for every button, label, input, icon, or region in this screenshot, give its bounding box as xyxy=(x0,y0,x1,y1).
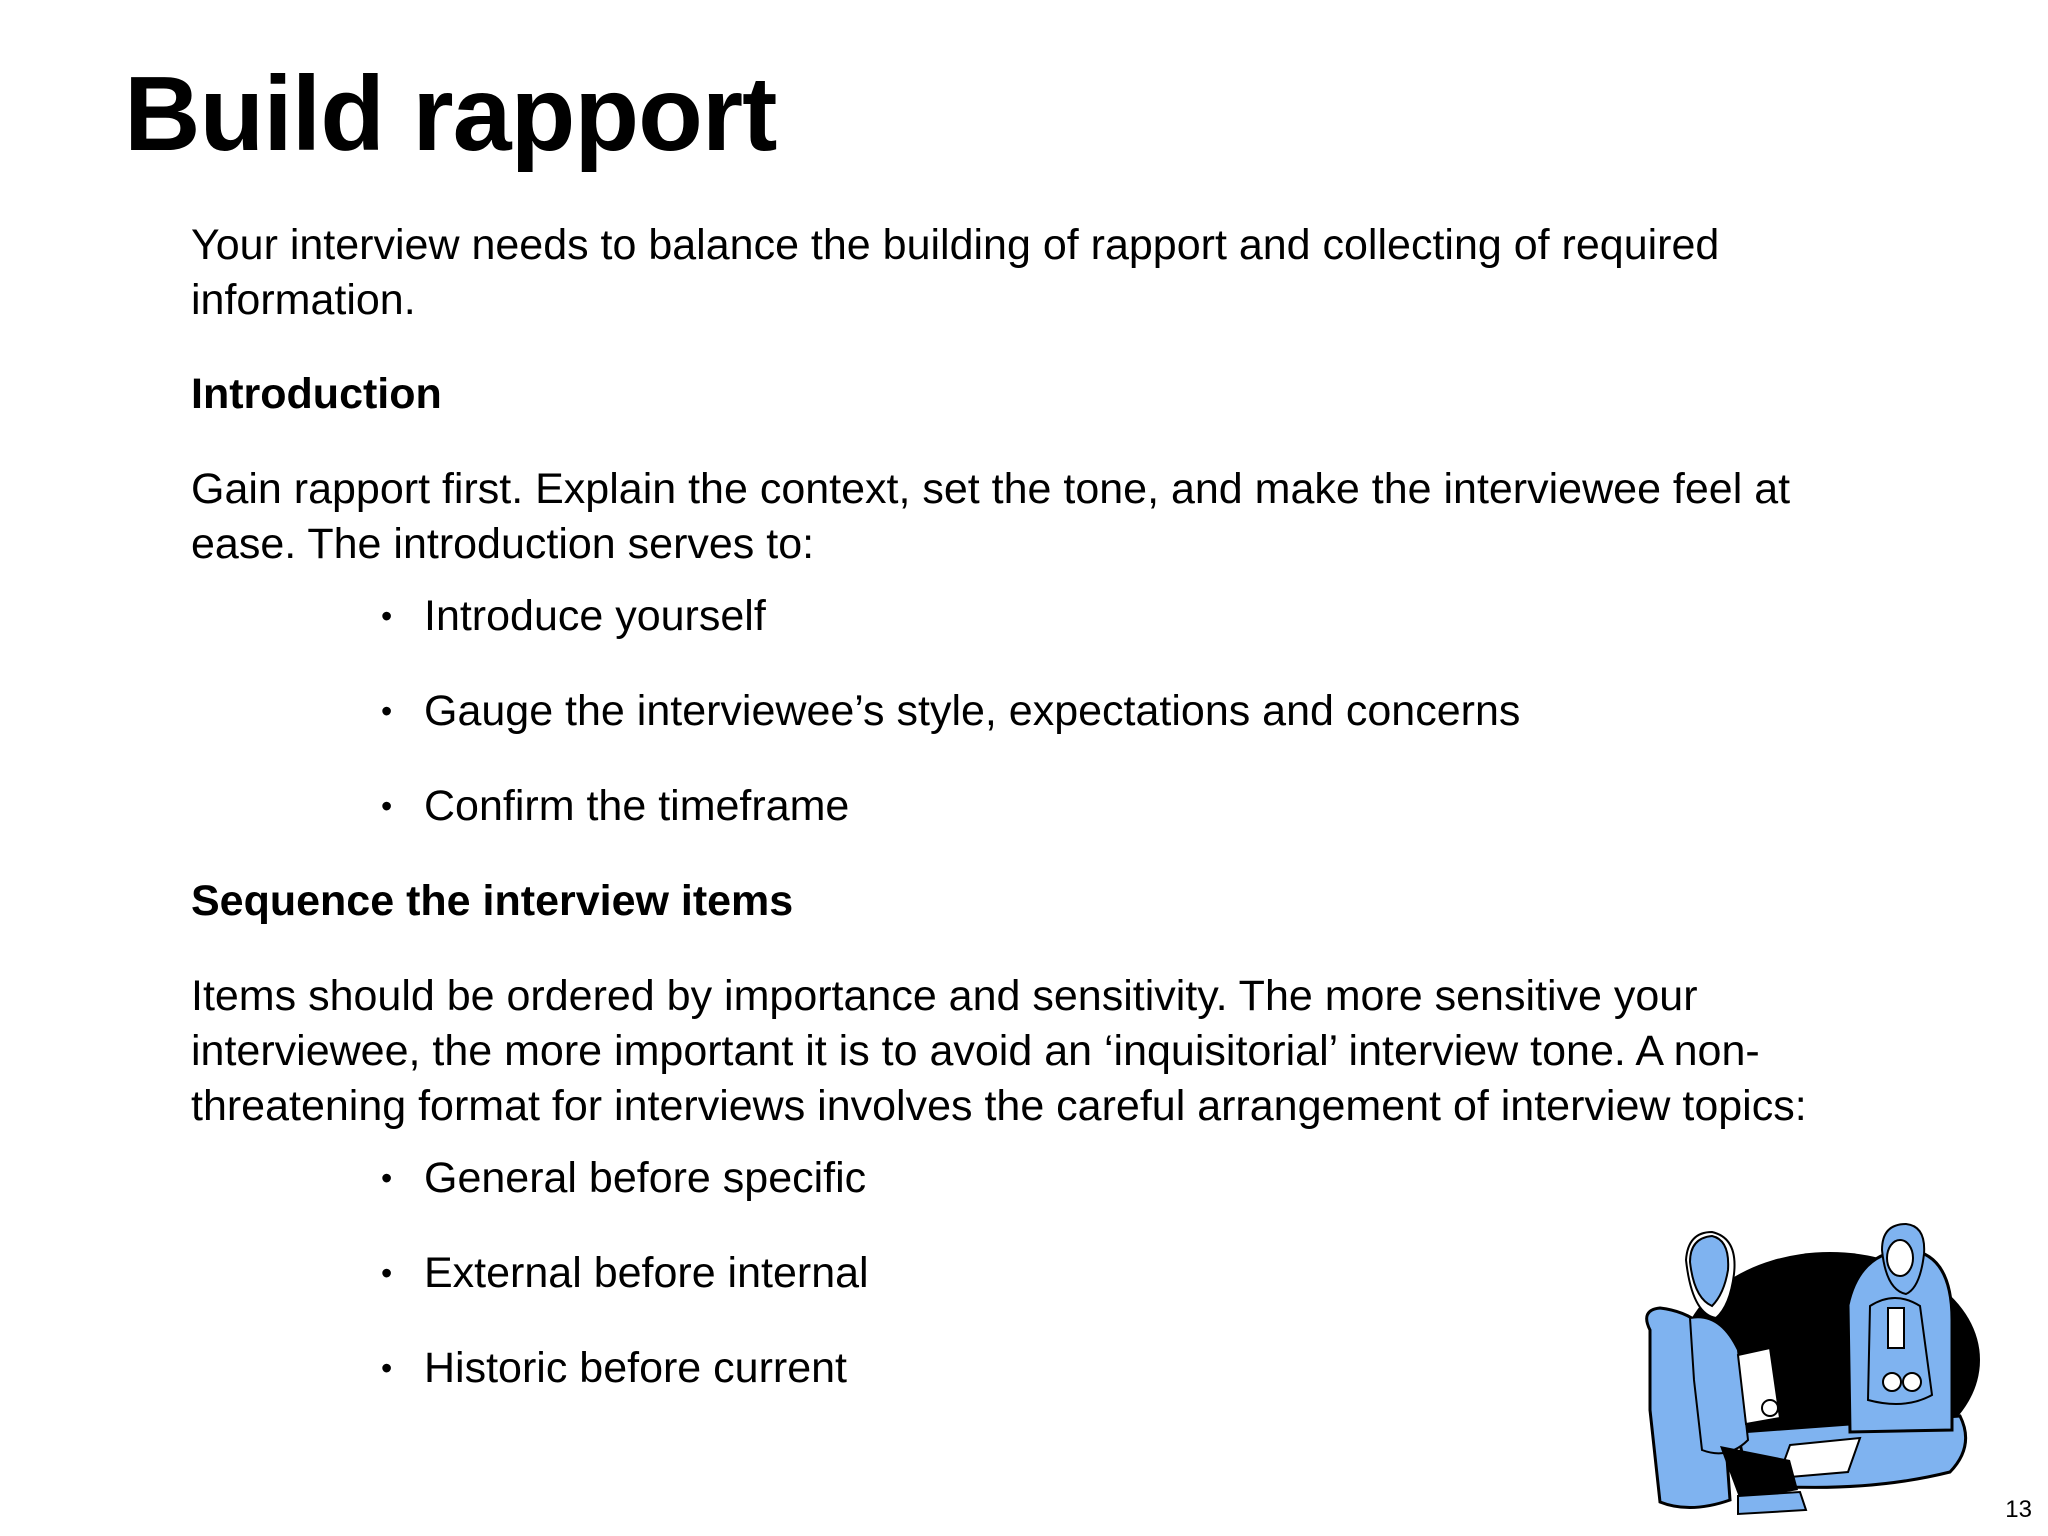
bullet-text: Introduce yourself xyxy=(424,592,766,640)
intro-paragraph: Your interview needs to balance the building of rapport and collecting of required information. xyxy=(191,221,1720,324)
bullet-dot: • xyxy=(381,788,393,824)
page-number: 13 xyxy=(2005,1496,2032,1523)
list-item xyxy=(381,589,1871,644)
bullet-text: General before specific xyxy=(424,1154,867,1202)
slide-title: Build rapport xyxy=(124,55,777,173)
sequence-heading: Sequence the interview items xyxy=(191,877,794,925)
introduction-bullet-list xyxy=(191,589,1871,834)
bullet-dot: • xyxy=(381,1350,393,1386)
bullet-dot: • xyxy=(381,693,393,729)
sequence-bullet-list xyxy=(191,1151,1871,1396)
bullet-text: Historic before current xyxy=(424,1344,847,1392)
bullet-dot: • xyxy=(381,598,393,634)
list-item xyxy=(381,1151,1871,1206)
list-item xyxy=(381,779,1871,834)
bullet-text: Gauge the interviewee’s style, expectations and concerns xyxy=(424,687,1521,735)
list-item xyxy=(381,684,1871,739)
slide-content xyxy=(191,218,1871,1396)
introduction-heading: Introduction xyxy=(191,370,442,418)
introduction-paragraph: Gain rapport first. Explain the context, set the tone, and make the interviewee feel at ease. The introduction serves to: xyxy=(191,465,1791,568)
bullet-text: Confirm the timeframe xyxy=(424,782,850,830)
bullet-dot: • xyxy=(381,1255,393,1291)
sequence-paragraph: Items should be ordered by importance and sensitivity. The more sensitive your interviewee, the more important it is to avoid an ‘inquisitorial’ interview tone. A non-threatening format for interviews involves the careful arrangement of interview topics: xyxy=(191,972,1807,1130)
interview-illustration-icon xyxy=(1620,1210,1980,1530)
bullet-dot: • xyxy=(381,1160,393,1196)
bullet-text: External before internal xyxy=(424,1249,869,1297)
